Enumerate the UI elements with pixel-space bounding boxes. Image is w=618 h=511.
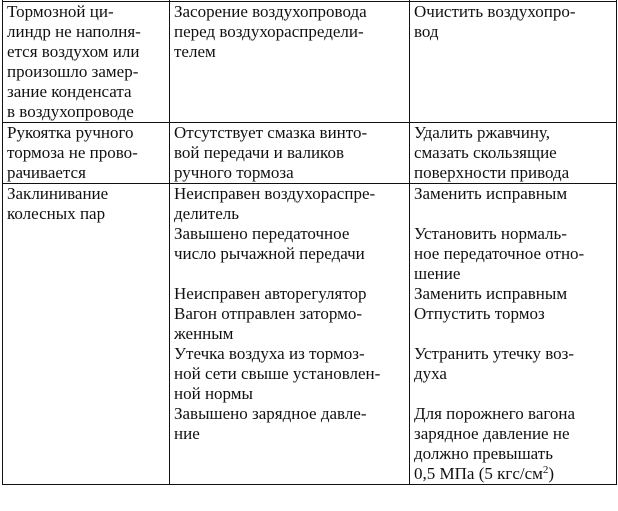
text-line: вод xyxy=(414,22,439,41)
text-line: Завышено передаточное xyxy=(174,224,350,243)
text-line: ется воздухом или xyxy=(7,42,140,61)
text-line: Заклинивание xyxy=(7,184,109,203)
text-line: Рукоятка ручного xyxy=(7,123,134,142)
text-line: ной сети свыше установлен- xyxy=(174,364,381,383)
text-line: Очистить воздухопро- xyxy=(414,2,576,21)
text-line: вой передачи и валиков xyxy=(174,143,344,162)
fault-cell xyxy=(3,184,170,485)
superscript: 2 xyxy=(542,464,549,476)
text-line: женным xyxy=(174,324,234,343)
fault-cell xyxy=(3,123,170,184)
text-line: рачивается xyxy=(7,163,86,182)
text-line: должно превышать xyxy=(414,444,553,463)
text-line: Заменить исправным xyxy=(414,284,568,303)
text-line: духа xyxy=(414,364,447,383)
text-line: шение xyxy=(414,264,461,283)
text-line: перед воздухораспредели- xyxy=(174,22,364,41)
remedy-cell xyxy=(410,184,617,485)
text-line: колесных пар xyxy=(7,204,106,223)
text-line: Неисправен авторегулятор xyxy=(174,284,367,303)
pressure-value: 0,5 МПа (5 кгс/см xyxy=(414,464,543,483)
text-line: ручного тормоза xyxy=(174,163,294,182)
text-line: поверхности привода xyxy=(414,163,570,182)
text-line: в воздухопроводе xyxy=(7,102,134,121)
table-row xyxy=(3,184,617,485)
text-line: Неисправен воздухораспре- xyxy=(174,184,376,203)
text-line: Отпустить тормоз xyxy=(414,304,545,323)
table-row xyxy=(3,123,617,184)
text-line: ное передаточное отно- xyxy=(414,244,585,263)
text-line xyxy=(414,464,614,484)
text-line: Для порожнего вагона xyxy=(414,404,576,423)
text-line: ной нормы xyxy=(174,384,253,403)
text-line: произошло замер- xyxy=(7,62,139,81)
remedy-cell xyxy=(410,2,617,123)
closing-paren: ) xyxy=(548,464,555,483)
text-line: линдр не наполня- xyxy=(7,22,141,41)
text-line: телем xyxy=(174,42,216,61)
text-line: тормоза не прово- xyxy=(7,143,138,162)
text-line: Удалить ржавчину, xyxy=(414,123,550,142)
text-line: Отсутствует смазка винто- xyxy=(174,123,368,142)
text-line: делитель xyxy=(174,204,239,223)
table-row xyxy=(3,2,617,123)
text-line: смазать скользящие xyxy=(414,143,557,162)
fault-table xyxy=(2,0,617,485)
text-line: Завышено зарядное давле- xyxy=(174,404,367,423)
text-line: Тормозной ци- xyxy=(7,2,114,21)
fault-cell xyxy=(3,2,170,123)
text-line: Заменить исправным xyxy=(414,184,568,203)
text-line: Вагон отправлен затормо- xyxy=(174,304,362,323)
cause-cell xyxy=(170,123,410,184)
text-line: Устранить утечку воз- xyxy=(414,344,575,363)
text-line: ние xyxy=(174,424,200,443)
text-line: Установить нормаль- xyxy=(414,224,567,243)
text-line: зание конденсата xyxy=(7,82,132,101)
text-line: Засорение воздухопровода xyxy=(174,2,367,21)
remedy-cell xyxy=(410,123,617,184)
text-line: Утечка воздуха из тормоз- xyxy=(174,344,365,363)
text-line: число рычажной передачи xyxy=(174,244,365,263)
text-line: зарядное давление не xyxy=(414,424,570,443)
cause-cell xyxy=(170,2,410,123)
cause-cell xyxy=(170,184,410,485)
